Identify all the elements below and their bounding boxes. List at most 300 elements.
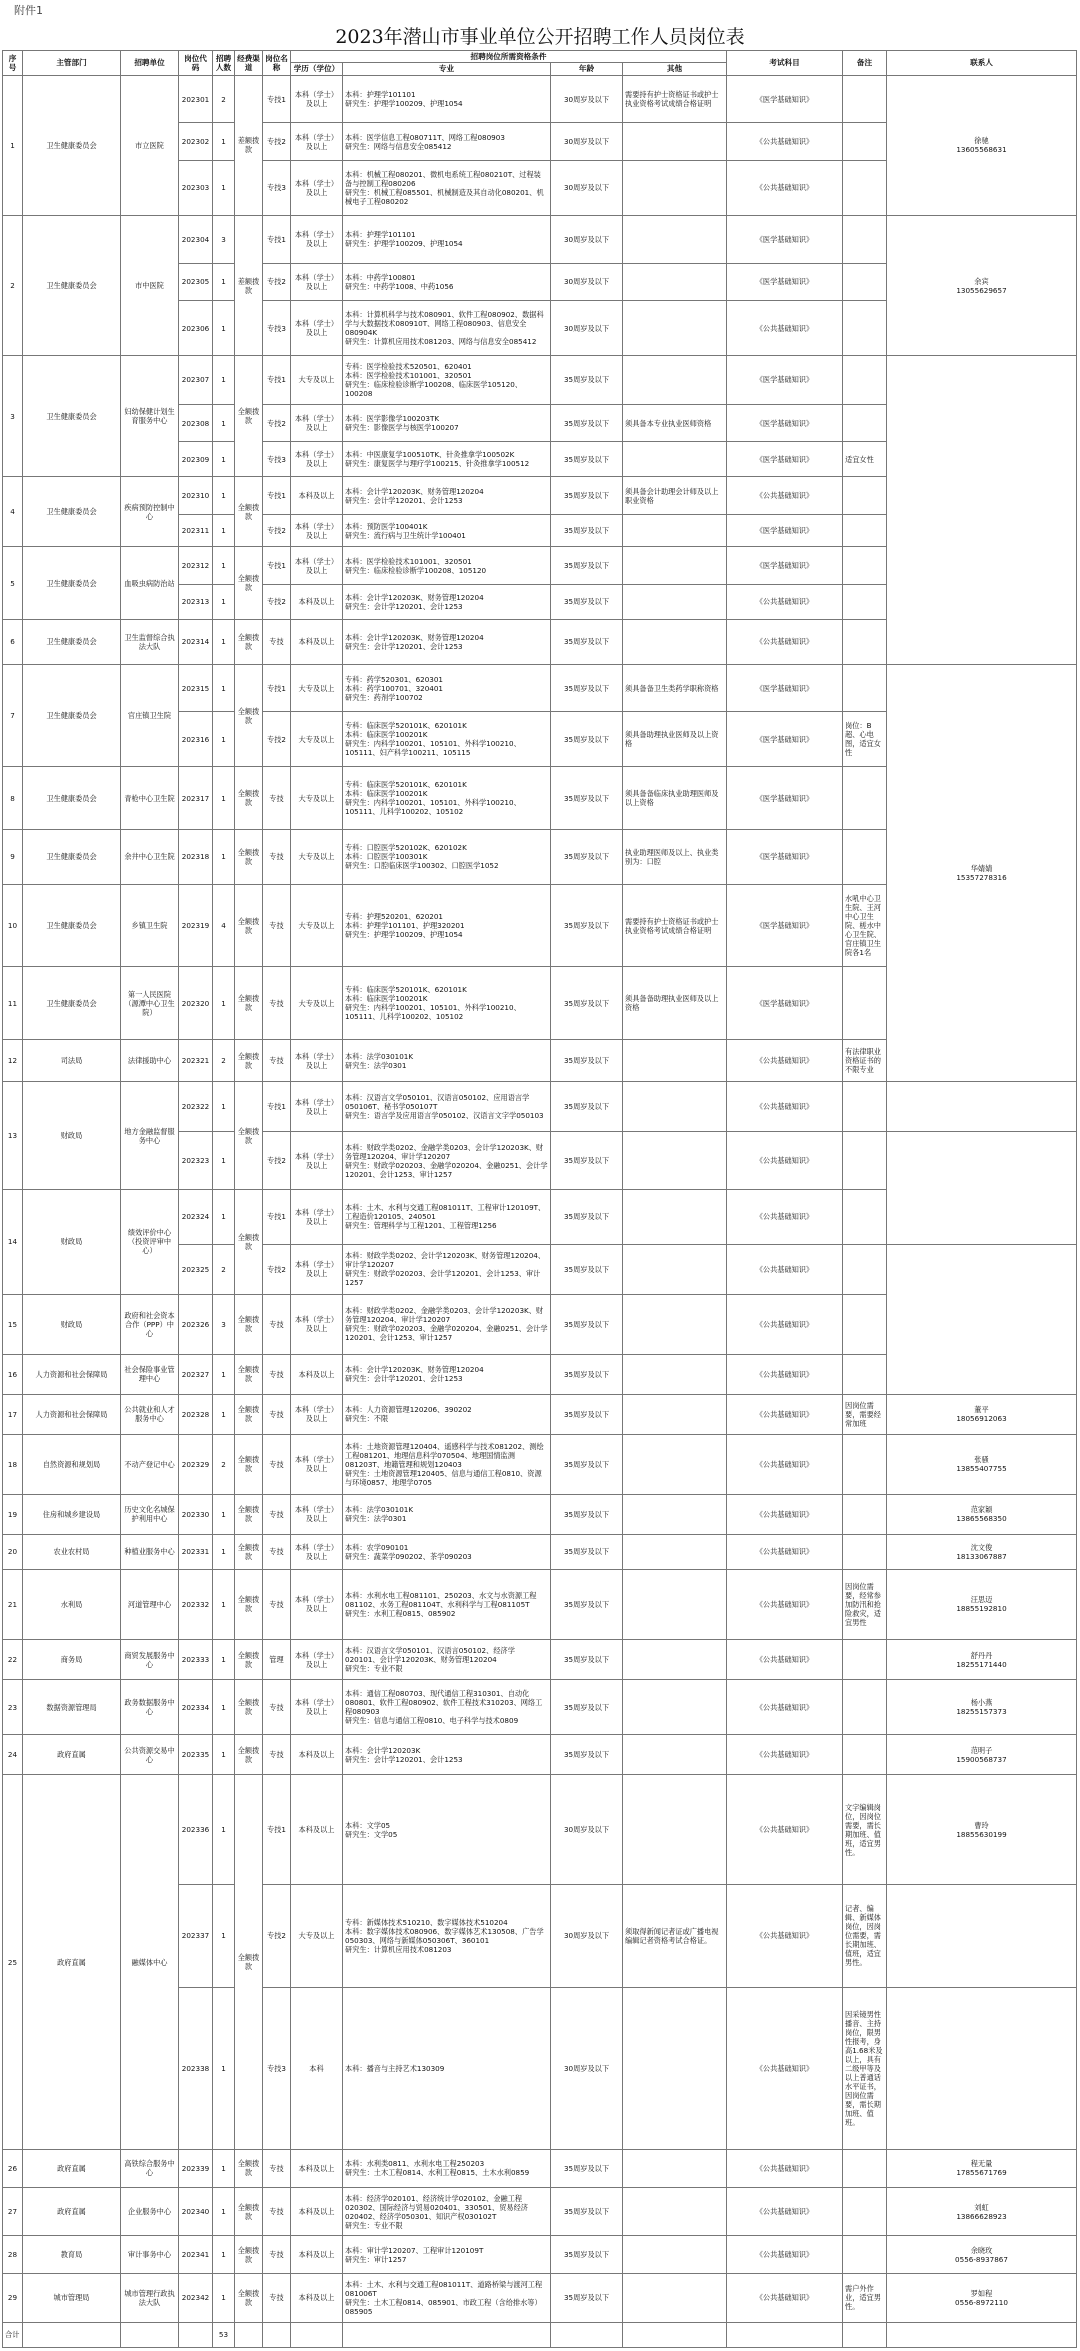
cell-major: 本科：汉语言文学050101、汉语言050102、应用语言学050106T、秘书学050107T 研究生：语言学及应用语言学050102、汉语言文字学050103 (343, 1082, 551, 1132)
cell-post: 专技2 (263, 1885, 291, 1988)
cell-age: 30周岁及以下 (551, 1987, 623, 2150)
cell-note (843, 1354, 887, 1394)
empty-cell (235, 2322, 263, 2347)
cell-edu: 大专及以上 (291, 967, 343, 1040)
cell-exam: 《公共基础知识》 (727, 1775, 843, 1885)
cell-other (623, 2236, 727, 2274)
cell-num: 1 (213, 1569, 235, 1639)
cell-unit: 社会保险事业管理中心 (121, 1354, 179, 1394)
cell-major: 本科：财政学类0202、会计学120203K、财务管理120204、审计学120207 研究生：财政学020203、会计学120201、会计1253、审计1257 (343, 1244, 551, 1294)
cell-seq: 29 (3, 2273, 23, 2322)
cell-exam: 《医学基础知识》 (727, 356, 843, 405)
cell-age: 30周岁及以下 (551, 123, 623, 161)
cell-note (843, 301, 887, 356)
cell-other: 须具备助理执业医师及以上资格 (623, 712, 727, 767)
cell-post: 专技 (263, 1394, 291, 1434)
cell-dept: 卫生健康委员会 (23, 767, 121, 830)
cell-other (623, 1569, 727, 1639)
cell-code: 202304 (179, 216, 213, 264)
cell-unit: 城市管理行政执法大队 (121, 2273, 179, 2322)
col-header-seq: 序号 (3, 51, 23, 76)
cell-num: 1 (213, 356, 235, 405)
cell-dept: 司法局 (23, 1039, 121, 1082)
cell-age: 30周岁及以下 (551, 75, 623, 123)
cell-post: 专技1 (263, 1775, 291, 1885)
cell-post: 专技3 (263, 301, 291, 356)
cell-post: 专技 (263, 2236, 291, 2274)
cell-dept: 卫生健康委员会 (23, 216, 121, 356)
cell-other (623, 263, 727, 301)
cell-dept: 城市管理局 (23, 2273, 121, 2322)
cell-major: 本科：文学05 研究生：文学05 (343, 1775, 551, 1885)
cell-major: 专科：新媒体技术510210、数字媒体技术510204 本科：数字媒体技术080906、数字媒体艺术130508、广告学050303、网络与新媒体050306T、360101 研究生：计算机应用技术081203 (343, 1885, 551, 1988)
cell-num: 1 (213, 1735, 235, 1775)
cell-code: 202303 (179, 160, 213, 215)
cell-num: 1 (213, 1082, 235, 1132)
cell-unit: 企业服务中心 (121, 2187, 179, 2236)
cell-age: 30周岁及以下 (551, 1775, 623, 1885)
cell-other: 须具备本专业执业医师资格 (623, 404, 727, 442)
cell-edu: 本科及以上 (291, 2187, 343, 2236)
cell-num: 1 (213, 2273, 235, 2322)
cell-contact: 舒丹丹 18255171440 (887, 1640, 1077, 1680)
table-row (3, 2273, 1077, 2322)
cell-code: 202333 (179, 1640, 213, 1680)
cell-other (623, 514, 727, 547)
col-header-code: 岗位代码 (179, 51, 213, 76)
cell-other (623, 1775, 727, 1885)
cell-age: 35周岁及以下 (551, 1039, 623, 1082)
cell-num: 1 (213, 442, 235, 477)
cell-major: 本科：农学090101 研究生：蔬菜学090202、茶学090203 (343, 1534, 551, 1569)
cell-code: 202323 (179, 1132, 213, 1190)
empty-cell (343, 2322, 551, 2347)
cell-edu: 大专及以上 (291, 356, 343, 405)
cell-seq: 18 (3, 1434, 23, 1494)
cell-num: 1 (213, 1394, 235, 1434)
cell-fund: 全额拨款 (235, 1354, 263, 1394)
cell-edu: 本科及以上 (291, 1354, 343, 1394)
cell-other: 须具备备卫生类药学职称资格 (623, 664, 727, 712)
cell-code: 202332 (179, 1569, 213, 1639)
cell-exam: 《公共基础知识》 (727, 1294, 843, 1354)
cell-contact: 刘虹 13866628923 (887, 2187, 1077, 2236)
cell-age: 35周岁及以下 (551, 1132, 623, 1190)
cell-post: 专技 (263, 1039, 291, 1082)
cell-dept: 财政局 (23, 1082, 121, 1190)
recruitment-table (2, 50, 1077, 2348)
cell-num: 1 (213, 547, 235, 585)
cell-num: 1 (213, 1132, 235, 1190)
cell-unit: 市立医院 (121, 75, 179, 215)
cell-num: 3 (213, 216, 235, 264)
cell-exam: 《医学基础知识》 (727, 829, 843, 884)
cell-fund: 全额拨款 (235, 1189, 263, 1294)
cell-major: 本科：土木、水利与交通工程081011T、工程审计120109T、工程造价120105、240501 研究生：管理科学与工程1201、工程管理1256 (343, 1189, 551, 1244)
cell-major: 本科：汉语言文学050101、汉语言050102、经济学020101、会计学120203K、财务管理120204 研究生：专业不限 (343, 1640, 551, 1680)
cell-code: 202337 (179, 1885, 213, 1988)
col-header-conditions: 招聘岗位所需资格条件 (291, 51, 727, 63)
cell-dept: 卫生健康委员会 (23, 477, 121, 547)
cell-edu: 本科 (291, 1987, 343, 2150)
cell-post: 专技 (263, 2150, 291, 2188)
cell-note: 因岗位需要，需要经常加班 (843, 1394, 887, 1434)
col-header-num: 招聘人数 (213, 51, 235, 76)
cell-unit: 乡镇卫生院 (121, 884, 179, 967)
cell-dept: 政府直属 (23, 1735, 121, 1775)
cell-exam: 《公共基础知识》 (727, 2273, 843, 2322)
cell-note (843, 75, 887, 123)
cell-other (623, 1354, 727, 1394)
cell-exam: 《医学基础知识》 (727, 712, 843, 767)
cell-dept: 财政局 (23, 1189, 121, 1294)
col-header-dept: 主管部门 (23, 51, 121, 76)
table-row (3, 216, 1077, 264)
cell-code: 202317 (179, 767, 213, 830)
cell-age: 35周岁及以下 (551, 547, 623, 585)
cell-age: 35周岁及以下 (551, 442, 623, 477)
cell-exam: 《公共基础知识》 (727, 2150, 843, 2188)
cell-other (623, 1082, 727, 1132)
table-row (3, 1394, 1077, 1434)
cell-post: 专技 (263, 1735, 291, 1775)
cell-post: 专技 (263, 1534, 291, 1569)
cell-dept: 教育局 (23, 2236, 121, 2274)
cell-code: 202313 (179, 584, 213, 619)
cell-contact (887, 1885, 1077, 1988)
cell-dept: 财政局 (23, 1294, 121, 1354)
cell-major: 本科：医学检验技术101001、320501 研究生：临床检验诊断学100208、105120 (343, 547, 551, 585)
cell-num: 1 (213, 301, 235, 356)
cell-num: 1 (213, 829, 235, 884)
cell-dept: 农业农村局 (23, 1534, 121, 1569)
cell-age: 35周岁及以下 (551, 619, 623, 664)
cell-fund: 全额拨款 (235, 1775, 263, 2150)
cell-age: 35周岁及以下 (551, 356, 623, 405)
cell-exam: 《医学基础知识》 (727, 75, 843, 123)
cell-seq: 4 (3, 477, 23, 547)
cell-code: 202326 (179, 1294, 213, 1354)
cell-edu: 本科（学士）及以上 (291, 1494, 343, 1534)
cell-note (843, 619, 887, 664)
cell-post: 专技2 (263, 1132, 291, 1190)
cell-seq: 14 (3, 1189, 23, 1294)
cell-fund: 全额拨款 (235, 1735, 263, 1775)
cell-fund: 全额拨款 (235, 664, 263, 767)
cell-major: 本科：水利类0811、水利水电工程250203 研究生：土木工程0814、水利工程0815、土木水利0859 (343, 2150, 551, 2188)
cell-unit: 青枪中心卫生院 (121, 767, 179, 830)
cell-seq: 8 (3, 767, 23, 830)
cell-code: 202336 (179, 1775, 213, 1885)
cell-dept: 水利局 (23, 1569, 121, 1639)
cell-code: 202330 (179, 1494, 213, 1534)
cell-exam: 《公共基础知识》 (727, 2236, 843, 2274)
cell-major: 本科：财政学类0202、金融学类0203、会计学120203K、财务管理120204、审计学120207 研究生：财政学020203、金融学020204、金融0251、会计学120201、会计1253、审计1257 (343, 1294, 551, 1354)
cell-code: 202318 (179, 829, 213, 884)
empty-cell (291, 2322, 343, 2347)
cell-age: 35周岁及以下 (551, 1189, 623, 1244)
cell-edu: 本科及以上 (291, 1775, 343, 1885)
cell-edu: 本科及以上 (291, 584, 343, 619)
cell-edu: 本科及以上 (291, 2150, 343, 2188)
cell-dept: 卫生健康委员会 (23, 967, 121, 1040)
cell-dept: 卫生健康委员会 (23, 547, 121, 620)
cell-fund: 差额拨款 (235, 75, 263, 215)
cell-other (623, 1987, 727, 2150)
cell-age: 35周岁及以下 (551, 767, 623, 830)
cell-age: 35周岁及以下 (551, 712, 623, 767)
cell-fund: 全额拨款 (235, 2150, 263, 2188)
cell-num: 1 (213, 2236, 235, 2274)
table-row (3, 1775, 1077, 1885)
cell-other (623, 2273, 727, 2322)
cell-major: 本科：土地资源管理120404、遥感科学与技术081202、测绘工程081201、地理信息科学070504、地理国情监测081203T、地籍管理和规划120403 研究生：土地资源管理120405、信息与通信工程0810、资源与环境0857、地理学0705 (343, 1434, 551, 1494)
cell-code: 202340 (179, 2187, 213, 2236)
cell-exam: 《公共基础知识》 (727, 1244, 843, 1294)
cell-num: 2 (213, 75, 235, 123)
cell-exam: 《医学基础知识》 (727, 216, 843, 264)
cell-note (843, 1132, 887, 1190)
table-row (3, 356, 1077, 405)
cell-num: 1 (213, 1494, 235, 1534)
cell-contact (887, 1244, 1077, 1394)
cell-seq: 1 (3, 75, 23, 215)
cell-fund: 全额拨款 (235, 1294, 263, 1354)
cell-num: 1 (213, 123, 235, 161)
cell-post: 专技2 (263, 514, 291, 547)
empty-cell (263, 2322, 291, 2347)
cell-other (623, 1640, 727, 1680)
total-label: 合计 (3, 2322, 23, 2347)
cell-unit: 官庄镇卫生院 (121, 664, 179, 767)
cell-major: 专科：临床医学520101K、620101K 本科：临床医学100201K 研究生：内科学100201、105101、外科学100210、105111、妇产科学100211、105115 (343, 712, 551, 767)
cell-edu: 本科（学士）及以上 (291, 1680, 343, 1735)
cell-num: 1 (213, 584, 235, 619)
cell-note: 需户外作业，适宜男性。 (843, 2273, 887, 2322)
cell-major: 本科：会计学120203K、财务管理120204 研究生：会计学120201、会计1253 (343, 1354, 551, 1394)
cell-other (623, 584, 727, 619)
cell-age: 35周岁及以下 (551, 1394, 623, 1434)
cell-contact (887, 356, 1077, 665)
cell-major: 本科：中医康复学100510TK、针灸推拿学100502K 研究生：康复医学与理疗学100215、针灸推拿学100512 (343, 442, 551, 477)
cell-seq: 28 (3, 2236, 23, 2274)
cell-num: 2 (213, 1244, 235, 1294)
cell-contact: 罗如程 0556-8972110 (887, 2273, 1077, 2322)
cell-other (623, 123, 727, 161)
cell-note (843, 477, 887, 515)
cell-post: 专技 (263, 884, 291, 967)
cell-age: 35周岁及以下 (551, 1082, 623, 1132)
cell-unit: 高铁综合服务中心 (121, 2150, 179, 2188)
cell-unit: 第一人民医院（源潭中心卫生院） (121, 967, 179, 1040)
cell-post: 专技 (263, 1434, 291, 1494)
cell-exam: 《公共基础知识》 (727, 1132, 843, 1190)
cell-post: 专技3 (263, 1987, 291, 2150)
cell-fund: 差额拨款 (235, 216, 263, 356)
cell-unit: 地方金融监督服务中心 (121, 1082, 179, 1190)
cell-num: 1 (213, 1775, 235, 1885)
cell-num: 1 (213, 1680, 235, 1735)
col-header-other: 其他 (623, 63, 727, 75)
cell-exam: 《公共基础知识》 (727, 1039, 843, 1082)
cell-code: 202329 (179, 1434, 213, 1494)
cell-other (623, 356, 727, 405)
cell-other (623, 1494, 727, 1534)
cell-age: 35周岁及以下 (551, 2187, 623, 2236)
page-title: 2023年潜山市事业单位公开招聘工作人员岗位表 (335, 26, 745, 48)
cell-post: 专技1 (263, 1082, 291, 1132)
cell-other: 执业助理医师及以上、执业类别为：口腔 (623, 829, 727, 884)
cell-major: 本科：会计学120203K、财务管理120204 研究生：会计学120201、会计1253 (343, 584, 551, 619)
cell-post: 专技1 (263, 356, 291, 405)
cell-num: 1 (213, 1640, 235, 1680)
cell-major: 本科：会计学120203K、财务管理120204 研究生：会计学120201、会计1253 (343, 619, 551, 664)
cell-num: 3 (213, 1294, 235, 1354)
empty-cell (623, 2322, 727, 2347)
cell-major: 本科：医学信息工程080711T、网络工程080903 研究生：网络与信息安全085412 (343, 123, 551, 161)
cell-note (843, 829, 887, 884)
cell-seq: 21 (3, 1569, 23, 1639)
cell-seq: 6 (3, 619, 23, 664)
cell-exam: 《公共基础知识》 (727, 1082, 843, 1132)
cell-code: 202334 (179, 1680, 213, 1735)
cell-fund: 全额拨款 (235, 967, 263, 1040)
col-header-contact: 联系人 (887, 51, 1077, 76)
cell-age: 30周岁及以下 (551, 160, 623, 215)
cell-contact: 曹玲 18855630199 (887, 1775, 1077, 1885)
cell-fund: 全额拨款 (235, 1039, 263, 1082)
cell-other: 须具备会计助理会计师及以上职业资格 (623, 477, 727, 515)
cell-dept: 卫生健康委员会 (23, 884, 121, 967)
cell-num: 2 (213, 1039, 235, 1082)
cell-seq: 24 (3, 1735, 23, 1775)
cell-note (843, 1244, 887, 1294)
cell-edu: 大专及以上 (291, 1885, 343, 1988)
cell-code: 202335 (179, 1735, 213, 1775)
cell-code: 202325 (179, 1244, 213, 1294)
cell-other (623, 1680, 727, 1735)
cell-code: 202341 (179, 2236, 213, 2274)
cell-edu: 本科（学士）及以上 (291, 1244, 343, 1294)
cell-age: 35周岁及以下 (551, 1354, 623, 1394)
cell-unit: 余井中心卫生院 (121, 829, 179, 884)
cell-post: 专技1 (263, 477, 291, 515)
col-header-edu: 学历（学位） (291, 63, 343, 75)
cell-dept: 自然资源和规划局 (23, 1434, 121, 1494)
cell-contact: 华婧婧 15357278316 (887, 664, 1077, 1082)
table-row (3, 2150, 1077, 2188)
table-row (3, 1640, 1077, 1680)
cell-unit: 河道管理中心 (121, 1569, 179, 1639)
cell-edu: 本科（学士）及以上 (291, 514, 343, 547)
cell-unit: 卫生监督综合执法大队 (121, 619, 179, 664)
cell-age: 35周岁及以下 (551, 584, 623, 619)
cell-edu: 本科（学士）及以上 (291, 1039, 343, 1082)
cell-note (843, 547, 887, 585)
cell-edu: 大专及以上 (291, 767, 343, 830)
cell-note (843, 967, 887, 1040)
cell-seq: 2 (3, 216, 23, 356)
cell-dept: 商务局 (23, 1640, 121, 1680)
cell-note: 因采镜男性播音、主持岗位，限男性报考，身高1.68米及以上，具有二级甲等及以上普通话水平证书，因岗位需要，需长期加班、值班。 (843, 1987, 887, 2150)
cell-edu: 本科（学士）及以上 (291, 1394, 343, 1434)
cell-unit: 法律援助中心 (121, 1039, 179, 1082)
empty-cell (179, 2322, 213, 2347)
cell-age: 35周岁及以下 (551, 2150, 623, 2188)
cell-num: 1 (213, 712, 235, 767)
cell-major: 本科：经济学020101、经济统计学020102、金融工程020302、国际经济与贸易020401、330501、贸易经济020402、经济学050301、知识产权030102T 研究生：专业不限 (343, 2187, 551, 2236)
cell-major: 专科：临床医学520101K、620101K 本科：临床医学100201K 研究生：内科学100201、105101、外科学100210、105111、儿科学100202、105102 (343, 967, 551, 1040)
table-row (3, 2187, 1077, 2236)
cell-note (843, 664, 887, 712)
cell-note (843, 1534, 887, 1569)
cell-exam: 《公共基础知识》 (727, 301, 843, 356)
cell-contact (887, 1082, 1077, 1132)
cell-fund: 全额拨款 (235, 547, 263, 620)
cell-fund: 全额拨款 (235, 1569, 263, 1639)
cell-dept: 人力资源和社会保障局 (23, 1394, 121, 1434)
cell-note: 记者、编辑、新媒体岗位，因岗位需要，需长期加班、值班，适宜男性。 (843, 1885, 887, 1988)
cell-exam: 《公共基础知识》 (727, 1640, 843, 1680)
cell-note: 因岗位需要，经常参加防汛和抢险救灾，适宜男性 (843, 1569, 887, 1639)
empty-cell (23, 2322, 121, 2347)
cell-code: 202310 (179, 477, 213, 515)
cell-num: 1 (213, 1885, 235, 1988)
cell-edu: 大专及以上 (291, 664, 343, 712)
cell-num: 1 (213, 2150, 235, 2188)
cell-note (843, 263, 887, 301)
cell-note (843, 1680, 887, 1735)
cell-exam: 《公共基础知识》 (727, 1680, 843, 1735)
cell-unit: 历史文化名城保护利用中心 (121, 1494, 179, 1534)
cell-note (843, 1294, 887, 1354)
cell-note (843, 2150, 887, 2188)
cell-note (843, 356, 887, 405)
cell-fund: 全额拨款 (235, 1640, 263, 1680)
cell-exam: 《医学基础知识》 (727, 967, 843, 1040)
cell-unit: 不动产登记中心 (121, 1434, 179, 1494)
cell-post: 专技2 (263, 584, 291, 619)
cell-contact: 张骚 13855407755 (887, 1434, 1077, 1494)
cell-note (843, 1640, 887, 1680)
cell-edu: 本科及以上 (291, 619, 343, 664)
cell-major: 专科：药学520301、620301 本科：药学100701、320401 研究生：药剂学100702 (343, 664, 551, 712)
cell-contact: 范家颖 13865568350 (887, 1494, 1077, 1534)
cell-unit: 融媒体中心 (121, 1775, 179, 2150)
table-row (3, 1082, 1077, 1132)
cell-other (623, 1735, 727, 1775)
cell-dept: 数据资源管理局 (23, 1680, 121, 1735)
cell-contact: 汪思迈 18855192810 (887, 1569, 1077, 1639)
cell-other (623, 1394, 727, 1434)
cell-post: 专技2 (263, 1244, 291, 1294)
cell-post: 专技 (263, 967, 291, 1040)
cell-seq: 7 (3, 664, 23, 767)
table-body (3, 75, 1077, 2347)
cell-note (843, 123, 887, 161)
cell-post: 专技 (263, 767, 291, 830)
cell-note (843, 767, 887, 830)
cell-other: 须具备备助理执业医师及以上资格 (623, 967, 727, 1040)
cell-other (623, 1534, 727, 1569)
cell-exam: 《医学基础知识》 (727, 263, 843, 301)
cell-post: 专技 (263, 2187, 291, 2236)
cell-age: 30周岁及以下 (551, 216, 623, 264)
cell-contact: 徐驰 13605568631 (887, 75, 1077, 215)
table-row (3, 75, 1077, 123)
cell-major: 本科：法学030101K 研究生：法学0301 (343, 1039, 551, 1082)
cell-dept: 卫生健康委员会 (23, 664, 121, 767)
